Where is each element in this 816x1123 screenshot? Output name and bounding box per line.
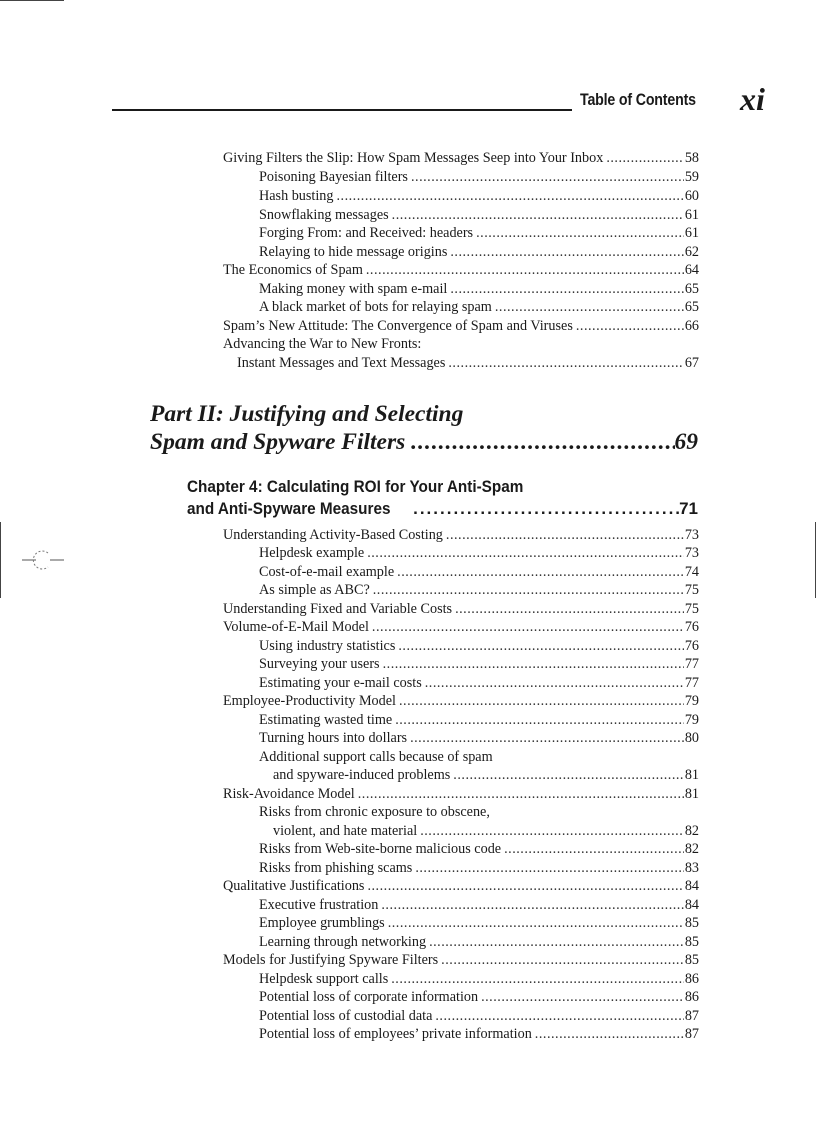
toc-entry: As simple as ABC? ..... 75 (259, 581, 699, 600)
toc-entry: A black market of bots for relaying spam ..... 65 (259, 298, 699, 317)
toc-entry: Turning hours into dollars ..... 80 (259, 729, 699, 748)
toc-entry: Potential loss of corporate information ..... 86 (259, 988, 699, 1007)
header-title: Table of Contents (580, 91, 696, 109)
toc-entry: Instant Messages and Text Messages ..... 67 (237, 354, 699, 373)
crop-mark-top (0, 0, 64, 1)
toc-entry: Understanding Activity-Based Costing ..... 73 (223, 526, 699, 545)
toc-entry: Understanding Fixed and Variable Costs ..... 75 (223, 600, 699, 619)
toc-entry: Making money with spam e-mail ..... 65 (259, 280, 699, 299)
toc-entry: Volume-of-E-Mail Model ..... 76 (223, 618, 699, 637)
toc-entry: The Economics of Spam ..... 64 (223, 261, 699, 280)
toc-entry: violent, and hate material ..... 82 (273, 822, 699, 841)
chapter-title (187, 476, 698, 520)
crop-mark-left (0, 522, 1, 598)
toc-entry: and spyware-induced problems ..... 81 (273, 766, 699, 785)
toc-entry: Hash busting ..... 60 (259, 187, 699, 206)
part-title (150, 400, 698, 456)
toc-entry: Risks from Web-site-borne malicious code ..... 82 (259, 840, 699, 859)
toc-entry: Forging From: and Received: headers ..... 61 (259, 224, 699, 243)
chapter-title-line2: and Anti-Spyware Measures ..... 71 (187, 498, 698, 520)
registration-mark-icon (22, 548, 64, 572)
header-rule (112, 109, 572, 111)
toc-entry: Giving Filters the Slip: How Spam Messages Seep into Your Inbox ..... 58 (223, 149, 699, 168)
toc-entry: Using industry statistics ..... 76 (259, 637, 699, 656)
toc-entry: Risks from phishing scams ..... 83 (259, 859, 699, 878)
toc-entry: Poisoning Bayesian filters ..... 59 (259, 168, 699, 187)
toc-entry: Helpdesk example ..... 73 (259, 544, 699, 563)
toc-entry: Executive frustration ..... 84 (259, 896, 699, 915)
running-header (112, 86, 712, 112)
toc-entry: Learning through networking ..... 85 (259, 933, 699, 952)
toc-entry: Risk-Avoidance Model ..... 81 (223, 785, 699, 804)
toc-entry: Helpdesk support calls ..... 86 (259, 970, 699, 989)
toc-entry: Qualitative Justifications ..... 84 (223, 877, 699, 896)
chapter-title-line1: Chapter 4: Calculating ROI for Your Anti-Spam (187, 477, 524, 496)
toc-entry: Cost-of-e-mail example ..... 74 (259, 563, 699, 582)
toc-entry: Surveying your users ..... 77 (259, 655, 699, 674)
part-title-line1: Part II: Justifying and Selecting (150, 401, 464, 427)
page-number: xi (740, 81, 765, 117)
toc-entry: Spam’s New Attitude: The Convergence of Spam and Viruses ..... 66 (223, 317, 699, 336)
toc-entry: Employee grumblings ..... 85 (259, 914, 699, 933)
toc-entry: Potential loss of custodial data ..... 87 (259, 1007, 699, 1026)
toc-entry: Estimating wasted time ..... 79 (259, 711, 699, 730)
toc-entry: Snowflaking messages ..... 61 (259, 206, 699, 225)
toc-entry: Employee-Productivity Model ..... 79 (223, 692, 699, 711)
toc-entry: Relaying to hide message origins ..... 62 (259, 243, 699, 262)
toc-entry-continued: Additional support calls because of spam (259, 749, 493, 765)
toc-entry: Potential loss of employees’ private information ..... 87 (259, 1025, 699, 1044)
toc-entry-continued: Risks from chronic exposure to obscene, (259, 804, 490, 820)
part-title-line2: Spam and Spyware Filters ..... 69 (150, 428, 698, 456)
toc-entry: Models for Justifying Spyware Filters ..... 85 (223, 951, 699, 970)
toc-entry-continued: Advancing the War to New Fronts: (223, 336, 422, 352)
toc-entry: Estimating your e-mail costs ..... 77 (259, 674, 699, 693)
